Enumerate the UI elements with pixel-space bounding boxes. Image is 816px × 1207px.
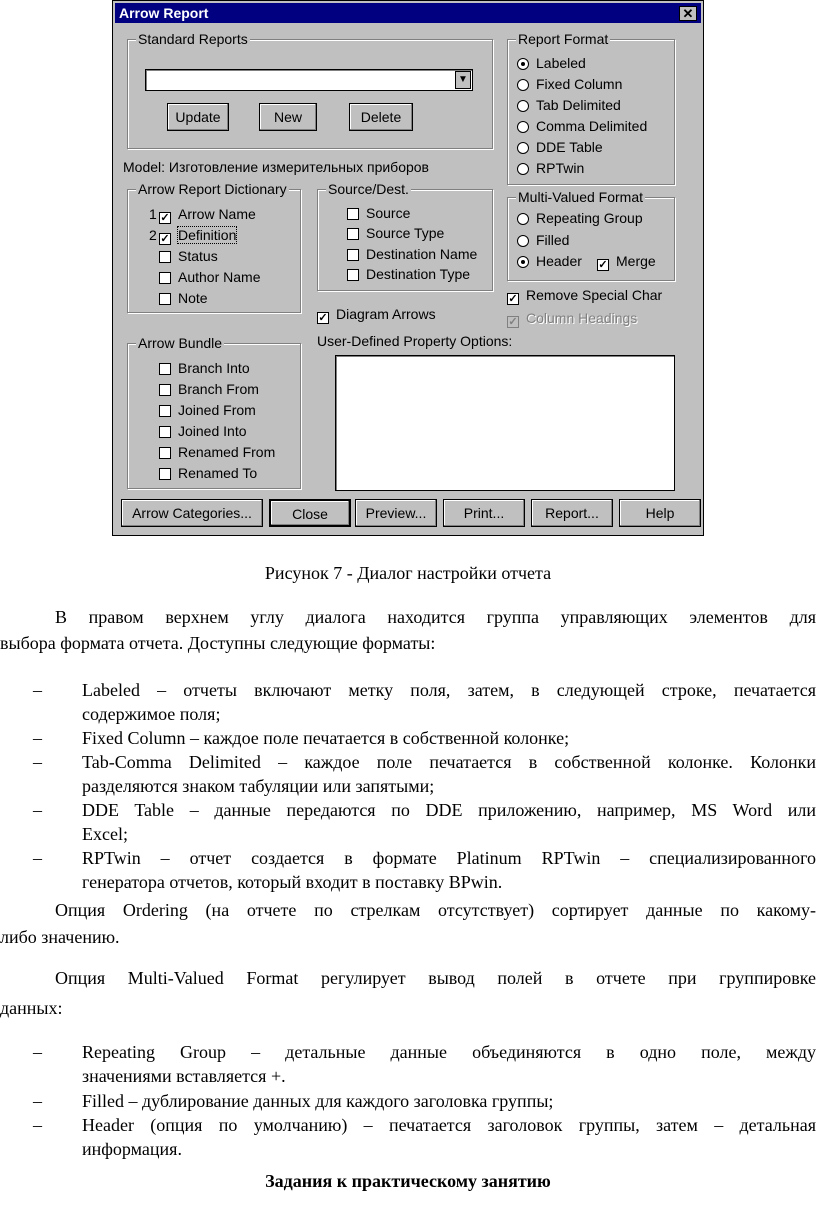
source-dest-item-source-type[interactable] bbox=[347, 223, 444, 243]
radio-label: Labeled bbox=[536, 55, 586, 71]
source-dest-label: Source/Dest. bbox=[328, 181, 409, 197]
checkbox-label: Joined Into bbox=[178, 423, 247, 439]
bundle-item-renamed-from[interactable] bbox=[159, 442, 275, 462]
checkbox-icon bbox=[159, 272, 171, 284]
arrow-bundle-label: Arrow Bundle bbox=[138, 335, 223, 351]
checkbox-icon: ✓ bbox=[160, 212, 170, 224]
radio-icon bbox=[517, 100, 529, 112]
bundle-item-joined-from[interactable] bbox=[159, 400, 256, 420]
checkbox-icon: ✓ bbox=[508, 316, 518, 328]
list-item: Labeled – отчеты включают метку поля, затем, в следующей строке, печатается bbox=[82, 680, 816, 700]
order-number: 1 bbox=[149, 206, 157, 222]
list-dash: – bbox=[33, 1091, 42, 1111]
checkbox-icon: ✓ bbox=[598, 259, 608, 271]
radio-labeled[interactable] bbox=[517, 53, 586, 73]
checkbox-label: Joined From bbox=[178, 402, 256, 418]
help-button[interactable]: Help bbox=[619, 499, 701, 527]
checkbox-icon bbox=[347, 228, 359, 240]
standard-reports-label: Standard Reports bbox=[138, 31, 248, 47]
close-button[interactable]: Close bbox=[269, 499, 351, 527]
list-item-continuation: информация. bbox=[82, 1139, 182, 1159]
dictionary-item-status[interactable] bbox=[159, 246, 218, 266]
list-dash: – bbox=[33, 1115, 42, 1135]
radio-icon bbox=[517, 213, 529, 225]
delete-button[interactable]: Delete bbox=[349, 103, 413, 131]
list-item: Tab-Comma Delimited – каждое поле печатается в собственной колонке. Колонки bbox=[82, 752, 816, 772]
checkbox-label: Destination Name bbox=[366, 246, 478, 262]
checkbox-icon bbox=[159, 447, 171, 459]
list-item: Filled – дублирование данных для каждого заголовка группы; bbox=[82, 1091, 554, 1111]
checkbox-label: Renamed To bbox=[178, 465, 258, 481]
checkbox-label: Merge bbox=[616, 253, 656, 269]
checkbox-icon bbox=[159, 468, 171, 480]
checkbox-icon bbox=[347, 249, 359, 261]
list-dash: – bbox=[33, 800, 42, 820]
checkbox-icon bbox=[159, 384, 171, 396]
radio-icon bbox=[517, 121, 529, 133]
checkbox-icon bbox=[347, 208, 359, 220]
checkbox-label: Column Headings bbox=[526, 310, 638, 326]
dictionary-label: Arrow Report Dictionary bbox=[138, 181, 287, 197]
close-icon[interactable]: ✕ bbox=[679, 6, 697, 21]
list-dash: – bbox=[33, 848, 42, 868]
checkbox-label: Note bbox=[178, 290, 208, 306]
dialog-title: Arrow Report bbox=[119, 5, 209, 21]
list-item-continuation: разделяются знаком табуляции или запятыми; bbox=[82, 776, 435, 796]
paragraph-1-line-1: В правом верхнем углу диалога находится группа управляющих элементов для bbox=[55, 607, 816, 627]
bundle-item-branch-into[interactable] bbox=[159, 358, 250, 378]
radio-label: DDE Table bbox=[536, 139, 603, 155]
title-bar bbox=[115, 3, 701, 23]
print-button[interactable]: Print... bbox=[443, 499, 525, 527]
checkbox-icon bbox=[159, 251, 171, 263]
model-text: Model: Изготовление измерительных приборов bbox=[123, 159, 429, 175]
radio-header[interactable] bbox=[517, 251, 582, 271]
radio-label: RPTwin bbox=[536, 160, 585, 176]
radio-label: Comma Delimited bbox=[536, 118, 648, 134]
paragraph-2-line-1: Опция Ordering (на отчете по стрелкам отсутствует) сортирует данные по какому- bbox=[55, 900, 816, 920]
bundle-item-renamed-to[interactable] bbox=[159, 463, 257, 483]
list-dash: – bbox=[33, 728, 42, 748]
checkbox-icon bbox=[159, 405, 171, 417]
dictionary-item-arrow-name[interactable] bbox=[149, 204, 256, 224]
paragraph-1-line-2: выбора формата отчета. Доступны следующие форматы: bbox=[0, 633, 436, 653]
radio-label: Tab Delimited bbox=[536, 97, 621, 113]
checkbox-label: Arrow Name bbox=[178, 206, 256, 222]
checkbox-label: Remove Special Char bbox=[526, 287, 663, 303]
arrow-categories-button[interactable]: Arrow Categories... bbox=[121, 499, 263, 527]
order-number: 2 bbox=[149, 227, 157, 243]
report-format-label: Report Format bbox=[518, 31, 609, 47]
list-item: Fixed Column – каждое поле печатается в собственной колонке; bbox=[82, 728, 570, 748]
radio-repeating-group[interactable] bbox=[517, 208, 643, 228]
radio-icon bbox=[517, 235, 529, 247]
checkbox-label: Destination Type bbox=[366, 266, 471, 282]
checkbox-icon: ✓ bbox=[160, 233, 170, 245]
multi-valued-label: Multi-Valued Format bbox=[518, 189, 644, 205]
new-button[interactable]: New bbox=[259, 103, 317, 131]
list-dash: – bbox=[33, 752, 42, 772]
list-item: DDE Table – данные передаются по DDE приложению, например, MS Word или bbox=[82, 800, 816, 820]
list-item: Repeating Group – детальные данные объединяются в одно поле, между bbox=[82, 1042, 816, 1062]
dictionary-item-definition[interactable] bbox=[149, 225, 236, 245]
bundle-item-joined-into[interactable] bbox=[159, 421, 247, 441]
checkbox-label: Renamed From bbox=[178, 444, 276, 460]
paragraph-3-line-1: Опция Multi-Valued Format регулирует вывод полей в отчете при группировке bbox=[55, 968, 816, 988]
checkbox-label: Branch From bbox=[178, 381, 259, 397]
list-item-continuation: значениями вставляется +. bbox=[82, 1066, 286, 1086]
checkbox-icon: ✓ bbox=[508, 293, 518, 305]
preview-button[interactable]: Preview... bbox=[355, 499, 437, 527]
list-item-continuation: содержимое поля; bbox=[82, 704, 221, 724]
checkbox-icon bbox=[159, 426, 171, 438]
radio-icon bbox=[517, 79, 529, 91]
merge-checkbox[interactable] bbox=[597, 251, 656, 271]
source-dest-item-destination-name[interactable] bbox=[347, 244, 477, 264]
list-item: Header (опция по умолчанию) – печатается заголовок группы, затем – детальная bbox=[82, 1115, 816, 1135]
source-dest-item-destination-type[interactable] bbox=[347, 264, 470, 284]
checkbox-label: Definition bbox=[178, 227, 237, 243]
list-item: RPTwin – отчет создается в формате Platinum RPTwin – специализированного bbox=[82, 848, 816, 868]
radio-dde-table[interactable] bbox=[517, 137, 603, 157]
list-dash: – bbox=[33, 680, 42, 700]
radio-filled[interactable] bbox=[517, 230, 569, 250]
radio-icon bbox=[517, 58, 529, 70]
radio-fixed-column[interactable] bbox=[517, 74, 622, 94]
bundle-item-branch-from[interactable] bbox=[159, 379, 259, 399]
diagram-arrows-checkbox[interactable] bbox=[317, 304, 436, 324]
checkbox-label: Author Name bbox=[178, 269, 261, 285]
standard-reports-combo[interactable] bbox=[145, 69, 473, 91]
remove-special-char-checkbox[interactable] bbox=[507, 285, 662, 305]
checkbox-label: Status bbox=[178, 248, 218, 264]
list-item-continuation: Excel; bbox=[82, 824, 128, 844]
update-button[interactable]: Update bbox=[167, 103, 229, 131]
paragraph-2-line-2: либо значению. bbox=[0, 927, 120, 947]
paragraph-3-line-2: данных: bbox=[0, 998, 63, 1018]
figure-caption: Рисунок 7 - Диалог настройки отчета bbox=[264, 563, 552, 583]
dictionary-item-note[interactable] bbox=[159, 288, 208, 308]
udpo-label: User-Defined Property Options: bbox=[317, 333, 513, 349]
section-title: Задания к практическому занятию bbox=[265, 1171, 551, 1191]
radio-tab-delimited[interactable] bbox=[517, 95, 621, 115]
checkbox-label: Source Type bbox=[366, 225, 445, 241]
radio-label: Header bbox=[536, 253, 582, 269]
source-dest-item-source[interactable] bbox=[347, 203, 410, 223]
udpo-listbox[interactable] bbox=[335, 355, 675, 491]
radio-rptwin[interactable] bbox=[517, 158, 584, 178]
checkbox-icon bbox=[347, 269, 359, 281]
radio-label: Repeating Group bbox=[536, 210, 643, 226]
checkbox-icon bbox=[159, 363, 171, 375]
dictionary-item-author-name[interactable] bbox=[159, 267, 260, 287]
report-button[interactable]: Report... bbox=[531, 499, 613, 527]
chevron-down-icon[interactable]: ▼ bbox=[455, 71, 471, 89]
checkbox-icon bbox=[159, 293, 171, 305]
radio-label: Fixed Column bbox=[536, 76, 623, 92]
radio-label: Filled bbox=[536, 232, 570, 248]
radio-icon bbox=[517, 142, 529, 154]
radio-comma-delimited[interactable] bbox=[517, 116, 647, 136]
arrow-report-dialog bbox=[112, 0, 704, 536]
checkbox-label: Branch Into bbox=[178, 360, 250, 376]
checkbox-icon: ✓ bbox=[318, 312, 328, 324]
list-item-continuation: генератора отчетов, который входит в поставку BPwin. bbox=[82, 872, 503, 892]
checkbox-label: Source bbox=[366, 205, 411, 221]
radio-icon bbox=[517, 256, 529, 268]
standard-reports-group bbox=[127, 31, 493, 149]
radio-icon bbox=[517, 163, 529, 175]
list-dash: – bbox=[33, 1042, 42, 1062]
checkbox-label: Diagram Arrows bbox=[336, 306, 436, 322]
column-headings-checkbox bbox=[507, 308, 637, 328]
